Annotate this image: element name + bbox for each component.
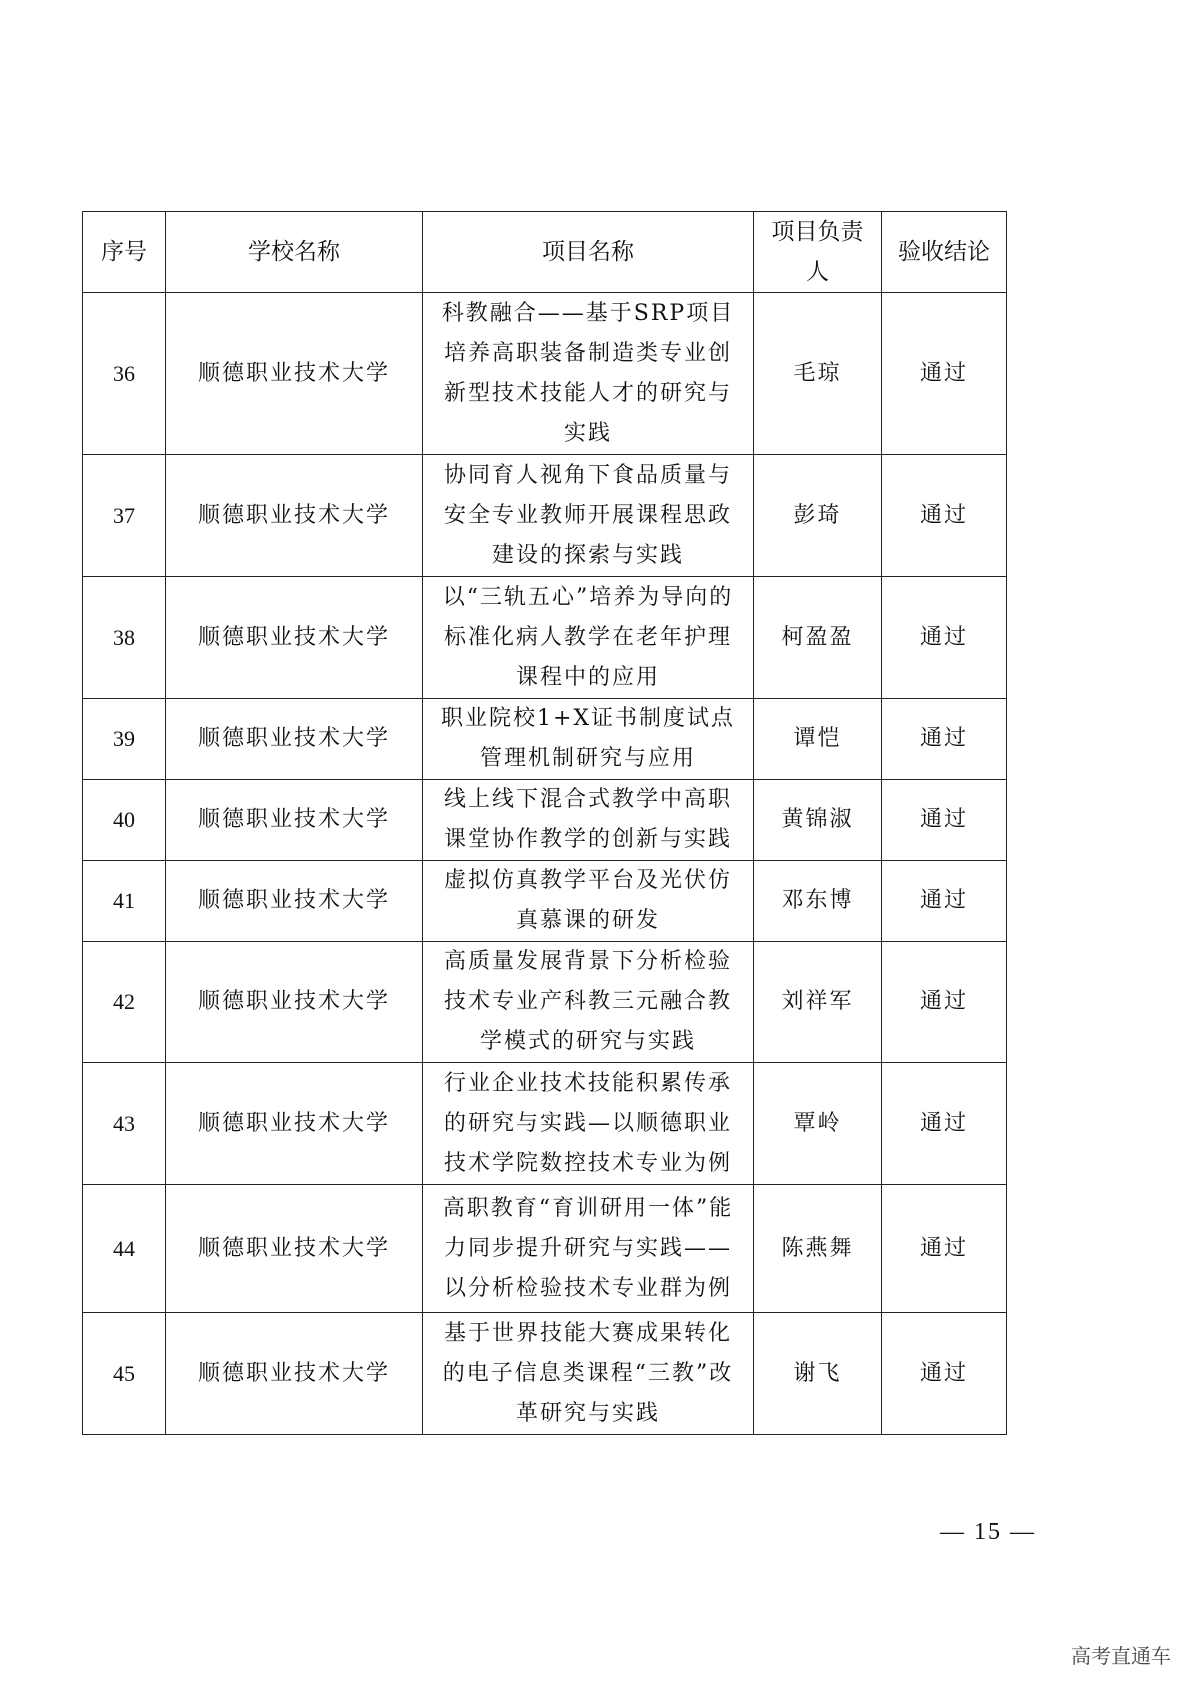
row-school: 顺德职业技术大学 (166, 1063, 423, 1185)
row-result: 通过 (882, 455, 1007, 577)
row-leader: 毛琼 (754, 293, 882, 455)
row-result: 通过 (882, 1313, 1007, 1435)
watermark: 高考直通车 (1071, 1644, 1171, 1668)
row-seq: 44 (83, 1185, 166, 1313)
row-result: 通过 (882, 780, 1007, 861)
table-row (83, 577, 1007, 699)
row-seq: 42 (83, 942, 166, 1063)
row-school: 顺德职业技术大学 (166, 861, 423, 942)
row-result: 通过 (882, 293, 1007, 455)
row-leader: 谭恺 (754, 699, 882, 780)
header-leader: 项目负责人 (754, 212, 882, 293)
row-project: 科教融合——基于SRP项目培养高职装备制造类专业创新型技术技能人才的研究与实践 (423, 293, 754, 455)
row-seq: 36 (83, 293, 166, 455)
row-school: 顺德职业技术大学 (166, 942, 423, 1063)
table-row (83, 861, 1007, 942)
row-result: 通过 (882, 699, 1007, 780)
row-project: 线上线下混合式教学中高职课堂协作教学的创新与实践 (423, 780, 754, 861)
row-result: 通过 (882, 1063, 1007, 1185)
table-row (83, 780, 1007, 861)
row-project: 行业企业技术技能积累传承的研究与实践—以顺德职业技术学院数控技术专业为例 (423, 1063, 754, 1185)
row-seq: 41 (83, 861, 166, 942)
row-leader: 谢飞 (754, 1313, 882, 1435)
row-seq: 45 (83, 1313, 166, 1435)
table-row (83, 942, 1007, 1063)
row-project: 虚拟仿真教学平台及光伏仿真慕课的研发 (423, 861, 754, 942)
row-project: 职业院校1+X证书制度试点管理机制研究与应用 (423, 699, 754, 780)
row-leader: 黄锦淑 (754, 780, 882, 861)
header-school: 学校名称 (166, 212, 423, 293)
row-leader: 陈燕舞 (754, 1185, 882, 1313)
row-leader: 彭琦 (754, 455, 882, 577)
table-header-row (83, 212, 1007, 293)
row-seq: 40 (83, 780, 166, 861)
row-result: 通过 (882, 577, 1007, 699)
row-school: 顺德职业技术大学 (166, 577, 423, 699)
table-row (83, 1063, 1007, 1185)
table-row (83, 699, 1007, 780)
row-school: 顺德职业技术大学 (166, 293, 423, 455)
row-seq: 37 (83, 455, 166, 577)
row-leader: 邓东博 (754, 861, 882, 942)
row-school: 顺德职业技术大学 (166, 699, 423, 780)
row-seq: 38 (83, 577, 166, 699)
row-leader: 柯盈盈 (754, 577, 882, 699)
row-seq: 39 (83, 699, 166, 780)
row-leader: 覃岭 (754, 1063, 882, 1185)
row-result: 通过 (882, 942, 1007, 1063)
row-project: 基于世界技能大赛成果转化的电子信息类课程“三教”改革研究与实践 (423, 1313, 754, 1435)
table-row (83, 293, 1007, 455)
row-seq: 43 (83, 1063, 166, 1185)
header-seq: 序号 (83, 212, 166, 293)
row-project: 协同育人视角下食品质量与安全专业教师开展课程思政建设的探索与实践 (423, 455, 754, 577)
row-school: 顺德职业技术大学 (166, 1185, 423, 1313)
acceptance-table (82, 211, 1007, 1435)
table-row (83, 1185, 1007, 1313)
row-result: 通过 (882, 1185, 1007, 1313)
row-school: 顺德职业技术大学 (166, 780, 423, 861)
row-school: 顺德职业技术大学 (166, 455, 423, 577)
row-result: 通过 (882, 861, 1007, 942)
header-project: 项目名称 (423, 212, 754, 293)
table-row (83, 455, 1007, 577)
row-project: 高职教育“育训研用一体”能力同步提升研究与实践——以分析检验技术专业群为例 (423, 1185, 754, 1313)
row-school: 顺德职业技术大学 (166, 1313, 423, 1435)
row-project: 高质量发展背景下分析检验技术专业产科教三元融合教学模式的研究与实践 (423, 942, 754, 1063)
table-row (83, 1313, 1007, 1435)
row-leader: 刘祥军 (754, 942, 882, 1063)
page-number: — 15 — (940, 1519, 1036, 1545)
header-result: 验收结论 (882, 212, 1007, 293)
row-project: 以“三轨五心”培养为导向的标准化病人教学在老年护理课程中的应用 (423, 577, 754, 699)
